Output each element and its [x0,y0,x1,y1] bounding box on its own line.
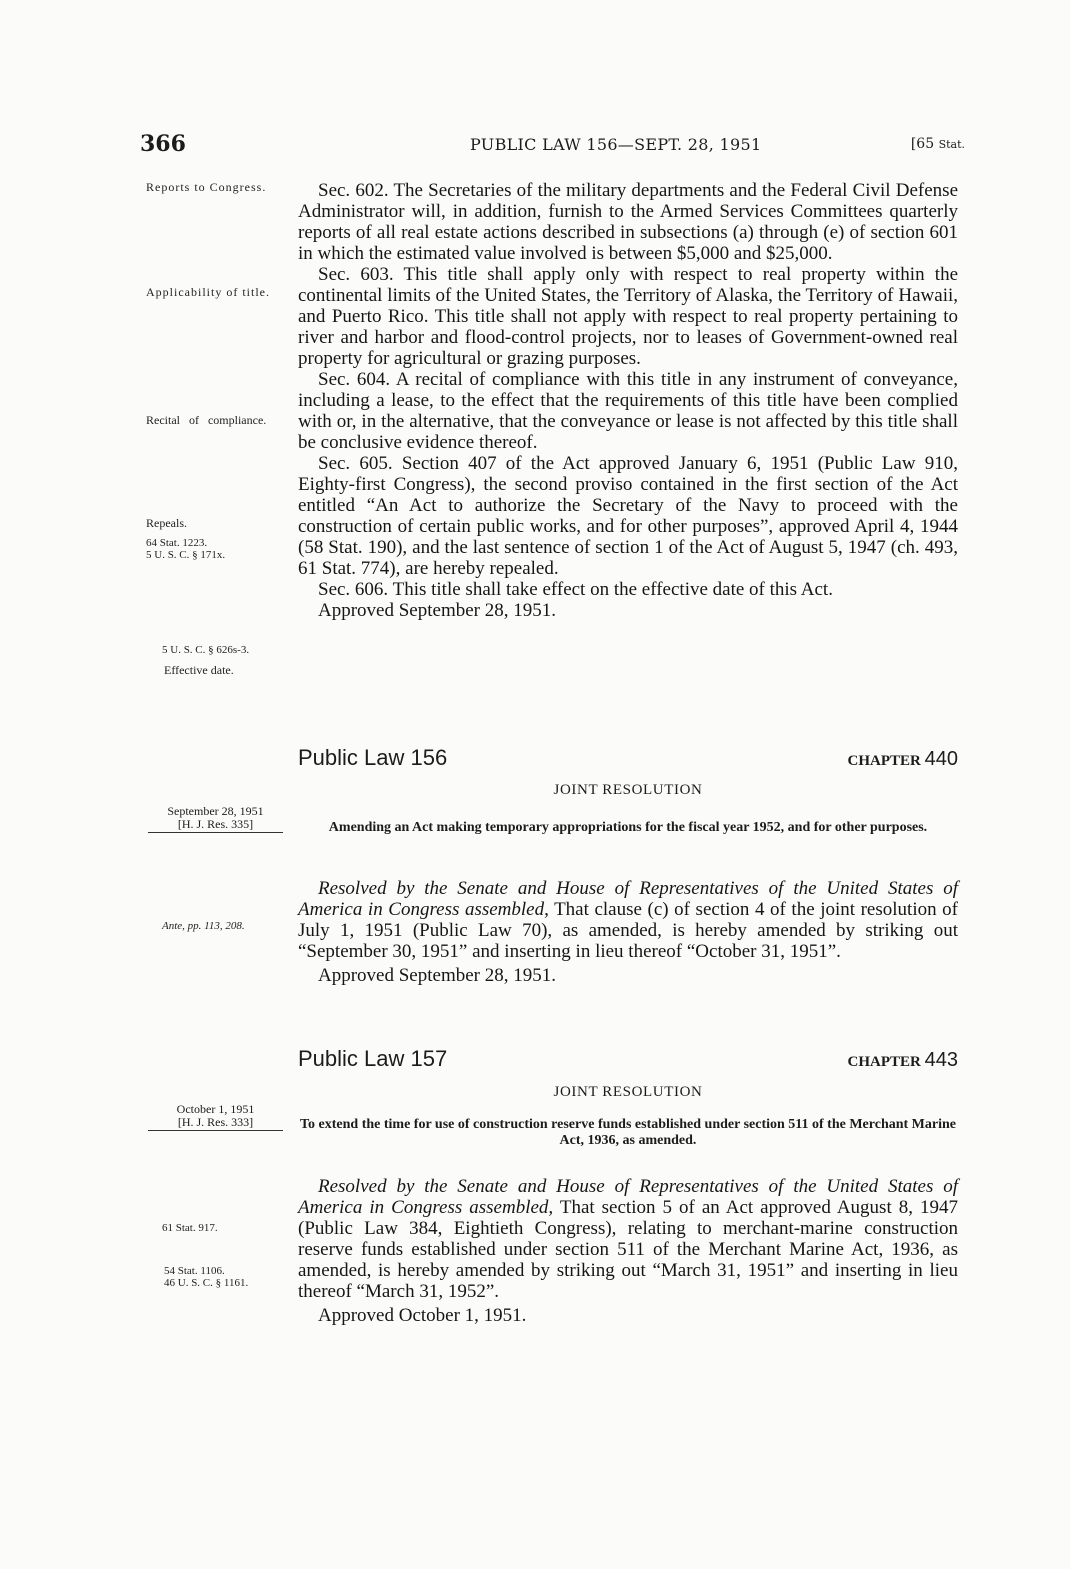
law-156-resolving [298,878,958,962]
public-law-157-heading [298,1046,958,1076]
law-157-body [298,1176,958,1326]
stat-prefix: [65 [910,136,939,152]
sections-602-606 [298,180,958,621]
margin-note-reports: Reports to Congress. [146,180,267,194]
law-157-resolving [298,1176,958,1302]
running-head [140,131,965,161]
stat-word: Stat. [938,138,965,151]
sec-603-label: Sec. 603. [318,264,394,285]
margin-note-repeals-cite2: 5 U. S. C. § 171x. [146,549,226,561]
stat-reference [911,136,965,152]
law-157-date-block [148,1103,283,1131]
margin-note-repeals: Repeals. [146,516,187,530]
running-title: PUBLIC LAW 156—SEPT. 28, 1951 [470,135,762,154]
margin-note-effective: Effective date. [164,663,234,677]
approved-line-1: Approved September 28, 1951. [318,600,556,621]
margin-note-46-usc: 46 U. S. C. § 1161. [164,1277,249,1289]
law-156-resolved-clause: Resolved by the Senate and House of Representatives of the United States of America in Congress assembled, [298,878,958,920]
law-156-date-block [148,805,283,833]
law-156-date: September 28, 1951 [167,804,264,818]
section-602 [298,180,958,264]
approved-line-2: Approved September 28, 1951. [318,965,556,986]
sec-604-text: A recital of compliance with this title in any instrument of conveyance, including a lease, to the effect that the requirements of this title have been complied with or, in the alternative, that the conveyance or lease is not affected by this title shall be conclusive evidence thereof. [298,369,958,453]
chapter-440-number: 440 [924,748,958,770]
public-law-156-heading [298,745,958,775]
law-157-resolved-clause: Resolved by the Senate and House of Representatives of the United States of America in Congress assembled, [298,1176,958,1218]
margin-note-ante: Ante, pp. 113, 208. [162,920,245,932]
sec-605-text: Section 407 of the Act approved January 6, 1951 (Public Law 910, Eighty-first Congress), the second proviso contained in the first section of the Act entitled “An Act to authorize the Secretary of the Navy to proceed with the construction of certain public works, and for other purposes”, approved April 4, 1944 (58 Stat. 190), and the last sentence of section 1 of the Act of August 5, 1947 (ch. 493, 61 Stat. 774), are hereby repealed. [298,453,959,579]
law-157-body-text: That section 5 of an Act approved August 8, 1947 (Public Law 384, Eightieth Congress), relating to merchant-marine construction reserve funds established under section 511 of the Merchant Marine Act, 1936, as amended, is hereby amended by striking out “March 31, 1951” and inserting in lieu thereof “March 31, 1952”. [298,1197,958,1302]
section-603 [298,264,958,369]
margin-note-applicability: Applicability of title. [146,285,270,299]
approved-line-3: Approved October 1, 1951. [318,1305,527,1326]
law-156-body-text: That clause (c) of section 4 of the joint resolution of July 1, 1951 (Public Law 70), as amended, is hereby amended by striking out “September 30, 1951” and inserting in lieu thereof “October 31, 1951”. [298,899,958,962]
chapter-443 [848,1049,958,1072]
joint-resolution-heading-156: JOINT RESOLUTION [553,782,703,798]
margin-note-54-stat: 54 Stat. 1106. [164,1265,225,1277]
sec-604-label: Sec. 604. [318,369,391,390]
sec-602-label: Sec. 602. [318,180,389,201]
sec-602-text: The Secretaries of the military departments and the Federal Civil Defense Administrator will, in addition, furnish to the Armed Services Committees quarterly reports of all real estate actions described in subsections (a) through (e) of section 601 in which the estimated value involved is between $5,000 and $25,000. [298,180,958,264]
chapter-440 [848,748,958,771]
margin-note-usc-626: 5 U. S. C. § 626s-3. [162,644,250,656]
sec-606-text: This title shall take effect on the effective date of this Act. [388,579,833,600]
margin-note-61-stat: 61 Stat. 917. [162,1222,218,1234]
public-law-156-title: Public Law 156 [298,745,448,770]
law-157-bill: [H. J. Res. 333] [148,1116,283,1131]
law-156-body [298,878,958,986]
section-606 [298,579,958,600]
law-157-summary: To extend the time for use of construction reserve funds established under section 511 of the Merchant Marine Act, 1936, as amended. [299,1117,956,1148]
margin-note-recital: Recital of compliance. [146,413,267,427]
chapter-443-number: 443 [924,1049,958,1071]
sec-603-text: This title shall apply only with respect to real property within the continental limits of the United States, the Territory of Alaska, the Territory of Hawaii, and Puerto Rico. This title shall not apply with respect to real property pertaining to river and harbor and flood-control projects, nor to leases of Government-owned real property for agricultural or grazing purposes. [298,264,959,369]
law-156-bill: [H. J. Res. 335] [148,818,283,833]
joint-resolution-heading-157: JOINT RESOLUTION [553,1084,703,1100]
sec-606-label: Sec. 606. [318,579,389,600]
section-604 [298,369,958,453]
margin-note-repeals-cite1: 64 Stat. 1223. [146,537,208,549]
law-157-date: October 1, 1951 [176,1102,255,1116]
chapter-440-word: CHAPTER [847,753,921,769]
section-605 [298,453,958,579]
page-number: 366 [140,131,186,157]
sec-605-label: Sec. 605. [318,453,393,474]
chapter-443-word: CHAPTER [847,1054,921,1070]
public-law-157-title: Public Law 157 [298,1046,448,1071]
law-156-summary: Amending an Act making temporary appropriations for the fiscal year 1952, and for other purposes. [328,820,928,835]
